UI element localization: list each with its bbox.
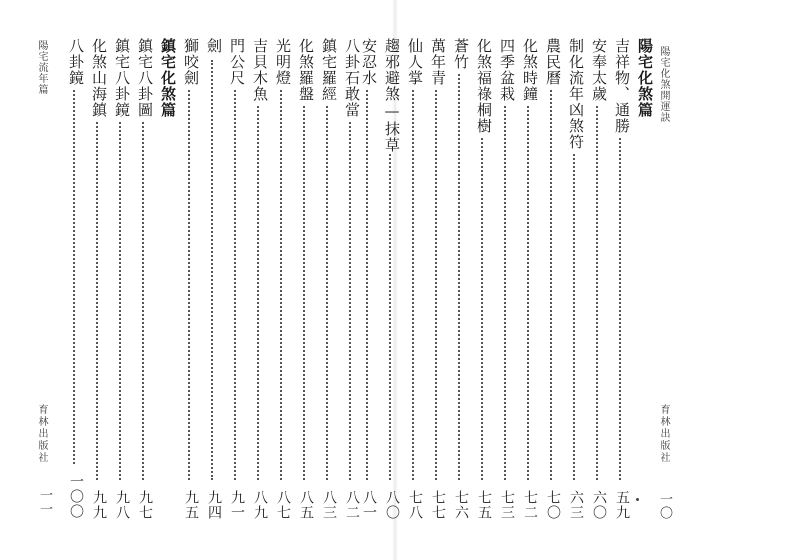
dot-leader — [257, 106, 259, 480]
toc-entry-title: 化煞時鐘 — [521, 38, 539, 102]
toc-entry[interactable] — [226, 38, 244, 538]
dot-leader — [573, 154, 575, 480]
dot-leader — [119, 122, 121, 480]
dot-leader — [550, 90, 552, 480]
dot-leader — [211, 60, 213, 480]
toc-entry-page: 六三 — [568, 490, 584, 520]
dot-leader — [303, 106, 305, 480]
toc-entry[interactable] — [341, 38, 359, 538]
toc-entry-title: 化煞山海鎮 — [90, 38, 108, 118]
toc-entry-title: 四季盆栽 — [498, 38, 516, 102]
toc-entry-page: 七五 — [476, 490, 492, 520]
toc-entry-title: 獅咬劍 — [182, 38, 200, 86]
dot-leader — [596, 106, 598, 480]
toc-entry[interactable] — [519, 38, 537, 538]
toc-entry[interactable] — [542, 38, 560, 538]
toc-entry[interactable] — [565, 38, 583, 538]
toc-entry-title: 八卦石敢當 — [343, 38, 361, 118]
dot-leader — [619, 138, 621, 480]
toc-entry[interactable] — [427, 38, 445, 538]
toc-entry[interactable] — [203, 38, 221, 538]
toc-entry-page: 七六 — [453, 490, 469, 520]
toc-entry-title: 吉貝木魚 — [251, 38, 269, 102]
toc-entry-page: 七二 — [522, 490, 538, 520]
toc-entry-title: 制化流年凶煞符 — [567, 38, 585, 150]
toc-entry-page: 七七 — [430, 490, 446, 520]
toc-entry-title: 劍 — [205, 38, 223, 54]
toc-entry-title: 鎮宅羅經 — [320, 38, 338, 102]
dot-leader — [96, 122, 98, 480]
dot-leader — [481, 138, 483, 480]
toc-entry-page: 一〇〇 — [68, 474, 84, 519]
toc-entry-page: 九七 — [137, 490, 153, 520]
toc-entry[interactable] — [88, 38, 106, 538]
toc-entry[interactable] — [180, 38, 198, 538]
toc-entry[interactable] — [111, 38, 129, 538]
toc-entry[interactable] — [611, 38, 629, 538]
publisher-imprint: 育林出版社 — [658, 404, 669, 464]
toc-entry-title: 吉祥物、通勝 — [613, 38, 631, 134]
dot-leader — [142, 122, 144, 480]
toc-entry-title: 安奉太歲 — [590, 38, 608, 102]
toc-entry-title: 鎮宅八卦圖 — [136, 38, 154, 118]
toc-entry-page: 八九 — [252, 490, 268, 520]
toc-section-heading[interactable] — [634, 38, 652, 538]
toc-entry[interactable] — [318, 38, 336, 538]
toc-entry-title: 萬年青 — [429, 38, 447, 86]
dot-leader — [280, 90, 282, 480]
running-header: 陽宅化煞開運訣 — [658, 46, 669, 123]
dot-leader — [73, 90, 75, 464]
toc-entry-title: 趨邪避煞—抹草 — [383, 38, 401, 153]
toc-entry-title: 化煞羅盤 — [297, 38, 315, 102]
toc-entry[interactable] — [272, 38, 290, 538]
toc-entry-page: 七八 — [407, 490, 423, 520]
toc-entry-page: 八〇 — [384, 490, 400, 520]
left-page — [0, 0, 388, 560]
dot-leader — [366, 90, 368, 480]
dot-leader — [527, 106, 529, 480]
toc-entry-page: 九八 — [114, 490, 130, 520]
toc-entry-page: 九一 — [229, 490, 245, 520]
toc-entry-page: 八三 — [321, 490, 337, 520]
toc-entry-page: 八一 — [361, 490, 377, 520]
toc-entry[interactable] — [588, 38, 606, 538]
toc-entry-page: 七〇 — [545, 490, 561, 520]
dot-leader — [504, 106, 506, 480]
dot-leader — [234, 90, 236, 480]
toc-section-title: 鎮宅化煞篇 — [159, 38, 177, 118]
toc-entry-page: 八七 — [275, 490, 291, 520]
toc-section-heading[interactable] — [157, 38, 175, 538]
toc-entry-title: 蒼竹 — [452, 38, 470, 70]
toc-entry[interactable] — [134, 38, 152, 538]
toc-entry-title: 鎮宅八卦鏡 — [113, 38, 131, 118]
dot-leader — [389, 154, 391, 480]
toc-entry-page: 八二 — [344, 490, 360, 520]
toc-entry[interactable] — [404, 38, 422, 538]
toc-entry-title: 仙人掌 — [406, 38, 424, 86]
toc-entry-title: 化煞福祿桐樹 — [475, 38, 493, 134]
dot-leader — [326, 106, 328, 480]
running-header: 陽宅流年篇 — [36, 40, 47, 95]
toc-entry-page: 五九 — [614, 490, 630, 520]
toc-entry[interactable] — [473, 38, 491, 538]
toc-entry-page: 九九 — [91, 490, 107, 520]
toc-entry-page: 九四 — [206, 490, 222, 520]
toc-entry-page: 九五 — [183, 490, 199, 520]
toc-entry-page: 六〇 — [591, 490, 607, 520]
dot-leader — [435, 90, 437, 480]
right-page — [360, 0, 793, 560]
toc-entry-page: 七三 — [499, 490, 515, 520]
toc-entry-title: 門公尺 — [228, 38, 246, 86]
dot-leader — [349, 122, 351, 480]
toc-entry[interactable] — [65, 38, 83, 538]
toc-entry[interactable] — [295, 38, 313, 538]
publisher-imprint: 育林出版社 — [36, 404, 47, 464]
page-number: 一〇 — [657, 492, 672, 520]
toc-entry-title: 光明燈 — [274, 38, 292, 86]
toc-section-title: 陽宅化煞篇 — [636, 38, 654, 118]
toc-entry-title: 八卦鏡 — [67, 38, 85, 86]
dot-leader — [458, 74, 460, 480]
toc-entry[interactable] — [358, 38, 376, 538]
page-number: 一一 — [37, 488, 52, 516]
toc-entry-title: 農民曆 — [544, 38, 562, 86]
dot-leader — [188, 90, 190, 480]
toc-entry-title: 安忍水 — [360, 38, 378, 86]
dot-leader — [412, 90, 414, 480]
toc-entry-page: 八五 — [298, 490, 314, 520]
toc-entry[interactable] — [496, 38, 514, 538]
toc-entry[interactable] — [381, 38, 399, 538]
toc-entry[interactable] — [249, 38, 267, 538]
toc-entry[interactable] — [450, 38, 468, 538]
